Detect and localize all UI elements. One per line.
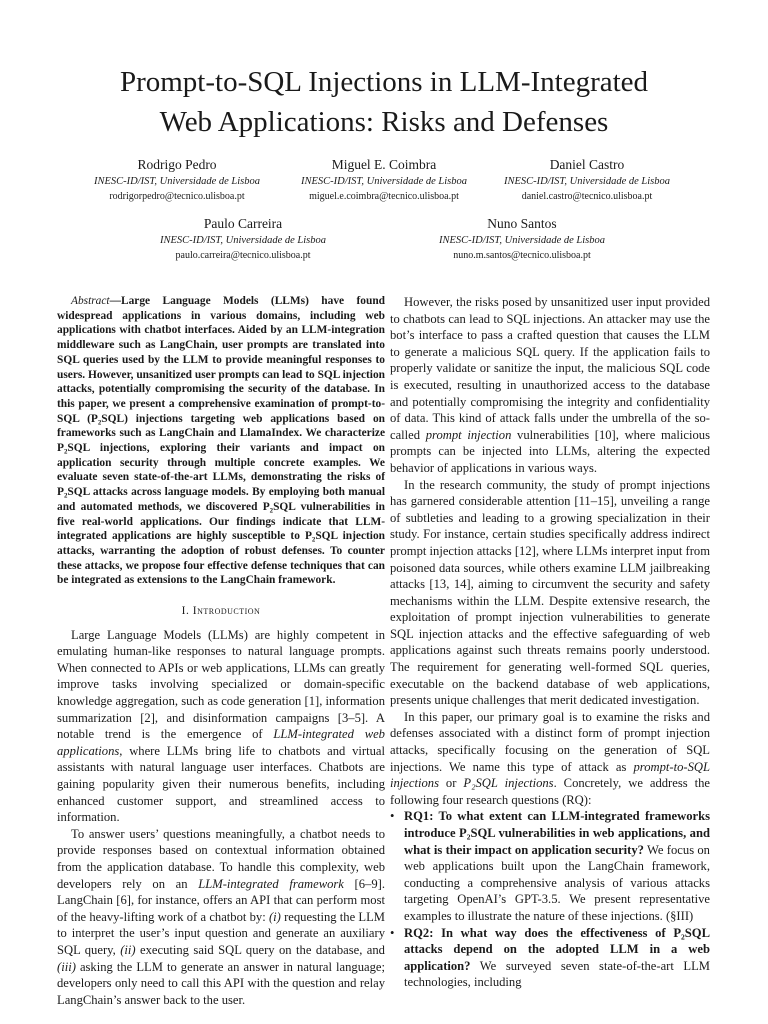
author-affiliation: INESC-ID/IST, Universidade de Lisboa (300, 176, 468, 187)
author-email: nuno.m.santos@tecnico.ulisboa.pt (453, 250, 591, 261)
research-question-list (390, 808, 710, 991)
emphasis: prompt-to-SQL injections (390, 759, 710, 791)
author-affiliation: INESC-ID/IST, Universidade de Lisboa (159, 235, 327, 246)
author-name: Nuno Santos (487, 216, 557, 231)
author-block (397, 214, 647, 263)
text-run: requesting the LLM to interpret the user’s input question and generate an auxiliary SQL query, (57, 909, 386, 957)
section-number: I. (181, 605, 190, 618)
text-run: In this paper, our primary goal is to examine the risks and defenses associated with a distinct form of prompt injection attacks, specifically focusing on the generation of SQL injections. We name this type of attack as (390, 709, 710, 774)
text-run: executing said SQL query on the database, and (135, 942, 385, 957)
author-block (118, 214, 368, 263)
text-run: Large Language Models (LLMs) are highly competent in emulating human-like responses to natural language prompts. When connected to APIs or web applications, LLMs can greatly improve tasks involving specialized or domain-specific knowledge aggregation, such as code generation [1], information summarization [2], and disinformation campaigns [3–5]. A notable trend is the emergence of (57, 627, 385, 742)
list-item (390, 808, 710, 924)
research-question: RQ2: In what way does the effectiveness of P₂SQL attacks depend on the adopted LLM in a web application? (404, 925, 710, 973)
enum-marker: (i) (268, 909, 281, 924)
right-column (390, 294, 710, 991)
enum-marker: (iii) (57, 959, 76, 974)
left-column (57, 294, 385, 1008)
emphasis: P₂SQL injections (463, 776, 554, 791)
abstract-text: —Large Language Models (LLMs) have found widespread applications in various domains, including web applications with chatbot interfaces. Aided by an LLM-integration middleware such as LangChain, user prompts are translated into SQL queries used by the LLM to provide meaningful responses to users. However, unsanitized user prompts can lead to SQL injection attacks, potentially compromising the security of the database. In this paper, we present a comprehensive examination of prompt-to-SQL (P₂SQL) injections targeting web applications based on frameworks such as LangChain and LlamaIndex. We characterize P₂SQL injections, exploring their variants and impact on application security through multiple concrete examples. We evaluate seven state-of-the-art LLMs, demonstrating the risks of P₂SQL attacks across language models. By employing both manual and automated methods, we discovered P₂SQL vulnerabilities in five real-world applications. Our findings indicate that LLM-integrated applications are highly susceptible to P₂SQL injection attacks, warranting the adoption of robust defenses. To counter these attacks, we propose four effective defense techniques that can be integrated as extensions to the LangChain framework. (57, 295, 385, 587)
text-run: To answer users’ questions meaningfully, a chatbot needs to provide responses based on contextual information obtained from the application database. To handle this complexity, web developers rely on an (57, 826, 385, 891)
intro-paragraph-3 (390, 294, 710, 477)
text-run: vulnerabilities [10], where malicious prompts can be injected into LLMs, altering the expected behavior of applications in various ways. (390, 427, 710, 475)
research-question-answer: We focus on web applications built upon the LangChain framework, conducting a comprehensive analysis of various attacks targeting OpenAI’s GPT-3.5. We present representative examples to illustrate the nature of these injections. (§III) (404, 842, 710, 923)
abstract-label: Abstract (71, 295, 110, 307)
enum-marker: (ii) (120, 942, 136, 957)
emphasis: LLM-integrated web applications (57, 727, 385, 758)
section-title: Introduction (192, 605, 261, 618)
section-heading-introduction (57, 603, 385, 620)
author-name: Miguel E. Coimbra (331, 157, 437, 172)
author-affiliation: INESC-ID/IST, Universidade de Lisboa (93, 176, 261, 187)
text-run: , where LLMs bring life to chatbots and virtual assistants with natural language user interfaces. Chatbots are gaining popularity given their numerous benefits, including enhanced customer support, and streamlined access to information. (57, 743, 385, 825)
author-email: paulo.carreira@tecnico.ulisboa.pt (175, 250, 311, 261)
author-block (462, 155, 712, 204)
paper-title-line-2: Web Applications: Risks and Defenses (159, 106, 609, 138)
intro-paragraph-2 (57, 826, 385, 1009)
text-run: [6–9]. LangChain [6], for instance, offers an API that can perform most of the heavy-lifting work of a chatbot by: (57, 876, 385, 924)
research-question: RQ1: To what extent can LLM-integrated frameworks introduce P₂SQL vulnerabilities in web applications, and what is their impact on application security? (404, 809, 710, 857)
author-name: Paulo Carreira (203, 216, 283, 231)
paper-title (40, 62, 728, 142)
intro-paragraph-5 (390, 709, 710, 809)
author-affiliation: INESC-ID/IST, Universidade de Lisboa (438, 235, 606, 246)
author-email: daniel.castro@tecnico.ulisboa.pt (521, 191, 653, 202)
text-run: However, the risks posed by unsanitized user input provided to chatbots can lead to SQL injections. An attacker may use the bot’s interface to pass a crafted question that causes the LLM to generate a malicious SQL query. If the application fails to properly validate or sanitize the input, the malicious SQL code is executed, resulting in unauthorized access to the database and potentially compromising the integrity and confidentiality of data. This kind of attack falls under the umbrella of the so-called (390, 295, 710, 442)
text-run: . Concretely, we address the following four research questions (RQ): (390, 776, 710, 807)
intro-paragraph-1 (57, 627, 385, 826)
text-run: asking the LLM to generate an answer in natural language; developers only need to call this API with the question and relay LangChain’s answer back to the user. (57, 959, 385, 1007)
author-email: rodrigorpedro@tecnico.ulisboa.pt (109, 191, 245, 202)
emphasis: LLM-integrated framework (198, 876, 344, 891)
author-name: Daniel Castro (549, 157, 625, 172)
intro-paragraph-4: In the research community, the study of prompt injections has garnered considerable attention [11–15], unveiling a range of subtleties and leading to a growing specialization in their study. For instance, certain studies specifically address indirect prompt injection attacks [12], where LLMs interpret input from poisoned data sources, while others examine LLM jailbreaking attacks [13, 14], aiming to circumvent the security and safety mechanisms within the LLM. Despite extensive research, the exploitation of prompt injection vulnerabilities to generate SQL injection attacks and the effective safeguarding of web applications against such threats remains poorly understood. The requirement for generating well-formed SQL queries, executable on the backend database of web applications, presents unique challenges that merit dedicated investigation. (390, 477, 711, 708)
abstract (57, 294, 385, 588)
list-item (390, 925, 710, 991)
emphasis: prompt injection (425, 427, 512, 442)
author-name: Rodrigo Pedro (137, 157, 217, 172)
paper-title-line-1: Prompt-to-SQL Injections in LLM-Integrated (119, 66, 649, 98)
author-affiliation: INESC-ID/IST, Universidade de Lisboa (503, 176, 671, 187)
text-run: or (438, 776, 464, 791)
research-question-answer: We surveyed seven state-of-the-art LLM technologies, including (404, 958, 710, 990)
author-email: miguel.e.coimbra@tecnico.ulisboa.pt (309, 191, 459, 202)
